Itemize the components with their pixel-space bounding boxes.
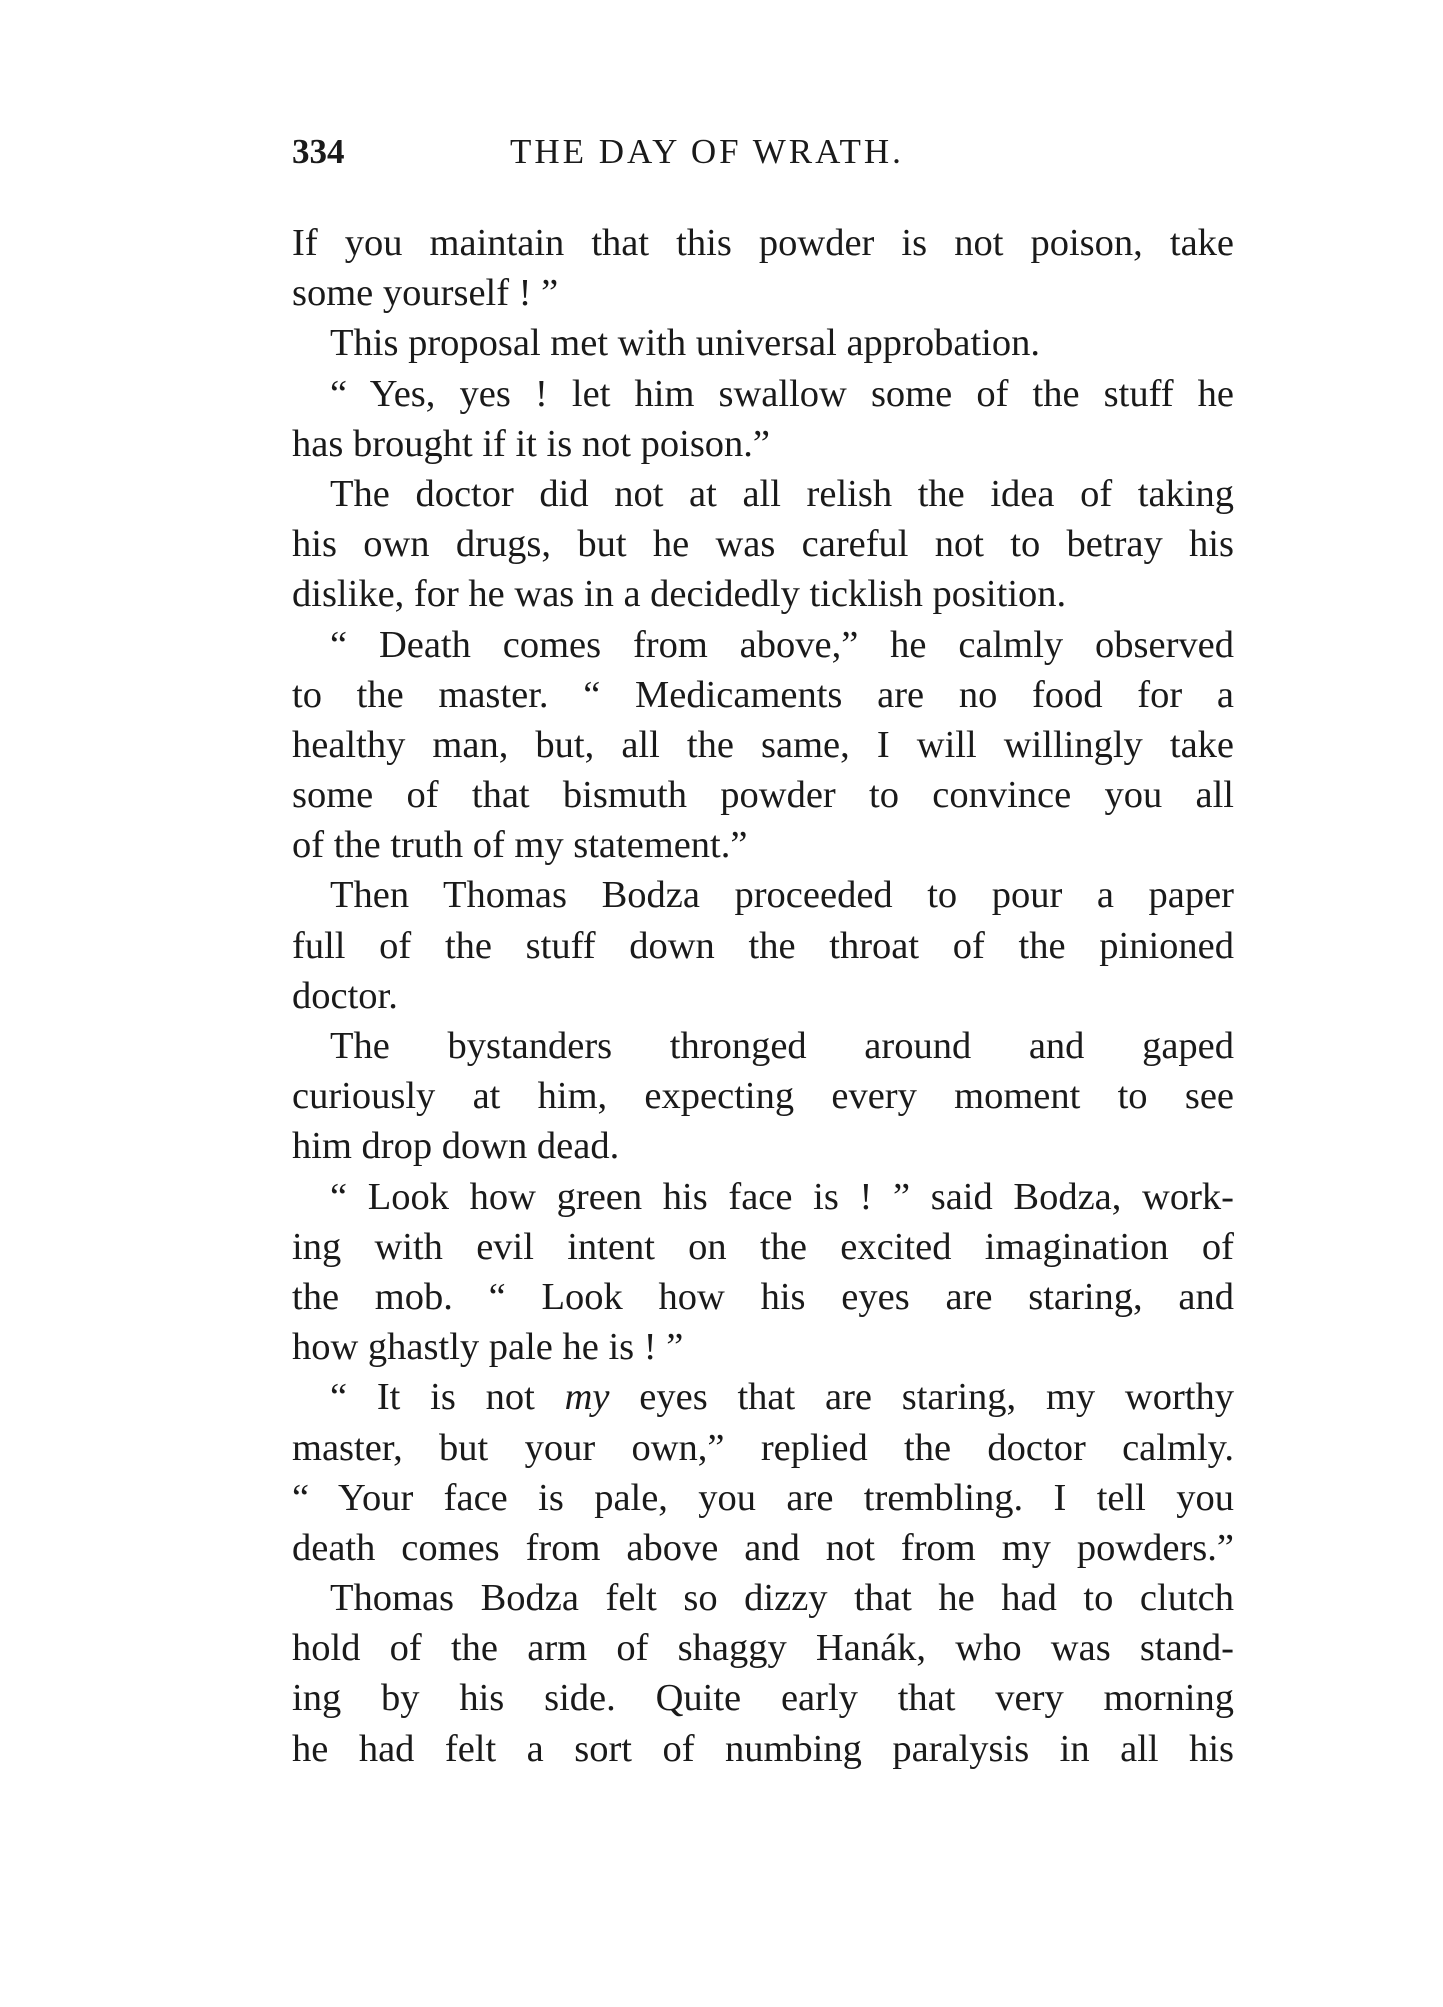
text-line: his own drugs, but he was careful not to betray his — [292, 523, 1234, 566]
running-header — [292, 132, 1230, 188]
text-line: he had felt a sort of numbing paralysis in all his — [292, 1727, 1234, 1770]
text-line: Then Thomas Bodza proceeded to pour a paper — [330, 874, 1234, 917]
text-line: dislike, for he was in a decidedly ticklish position. — [292, 573, 1067, 616]
text-line: the mob. “ Look how his eyes are staring, and — [292, 1275, 1234, 1318]
text-line: hold of the arm of shaggy Hanák, who was stand- — [292, 1627, 1234, 1670]
text-line: ing with evil intent on the excited imagination of — [292, 1225, 1234, 1268]
text-line: ing by his side. Quite early that very morning — [292, 1677, 1234, 1720]
text-line: of the truth of my statement.” — [292, 824, 748, 867]
text-line: some of that bismuth powder to convince you all — [292, 774, 1234, 817]
text-line: The doctor did not at all relish the idea of taking — [330, 472, 1234, 515]
text-line: curiously at him, expecting every moment to see — [292, 1075, 1234, 1118]
text-line: healthy man, but, all the same, I will willingly take — [292, 723, 1234, 766]
text-line: doctor. — [292, 974, 398, 1017]
text-line: to the master. “ Medicaments are no food for a — [292, 673, 1234, 716]
text-line: has brought if it is not poison.” — [292, 422, 771, 465]
text-line: full of the stuff down the throat of the pinioned — [292, 924, 1234, 967]
text-line: “ Death comes from above,” he calmly observed — [330, 623, 1234, 666]
text-line: “ Look how green his face is ! ” said Bodza, work- — [330, 1175, 1234, 1218]
page-number: 334 — [292, 132, 345, 171]
text-line: master, but your own,” replied the doctor calmly. — [292, 1426, 1234, 1469]
text-line: some yourself ! ” — [292, 272, 559, 315]
text-line: If you maintain that this powder is not poison, take — [292, 222, 1234, 264]
emphasis: my — [564, 1376, 610, 1419]
body-text — [292, 218, 1234, 1774]
text-line: This proposal met with universal approbation. — [330, 322, 1040, 365]
text-line: Thomas Bodza felt so dizzy that he had to clutch — [330, 1577, 1234, 1620]
text-line: him drop down dead. — [292, 1125, 620, 1168]
text-line: “ It is not my eyes that are staring, my worthy — [330, 1376, 1234, 1419]
text-line: death comes from above and not from my powders.” — [292, 1526, 1234, 1569]
text-line: “ Your face is pale, you are trembling. I tell you — [292, 1476, 1234, 1519]
text-line: how ghastly pale he is ! ” — [292, 1326, 684, 1369]
text-line: The bystanders thronged around and gaped — [330, 1025, 1234, 1067]
text-line: “ Yes, yes ! let him swallow some of the stuff he — [330, 372, 1234, 415]
running-title: THE DAY OF WRATH. — [510, 132, 904, 171]
